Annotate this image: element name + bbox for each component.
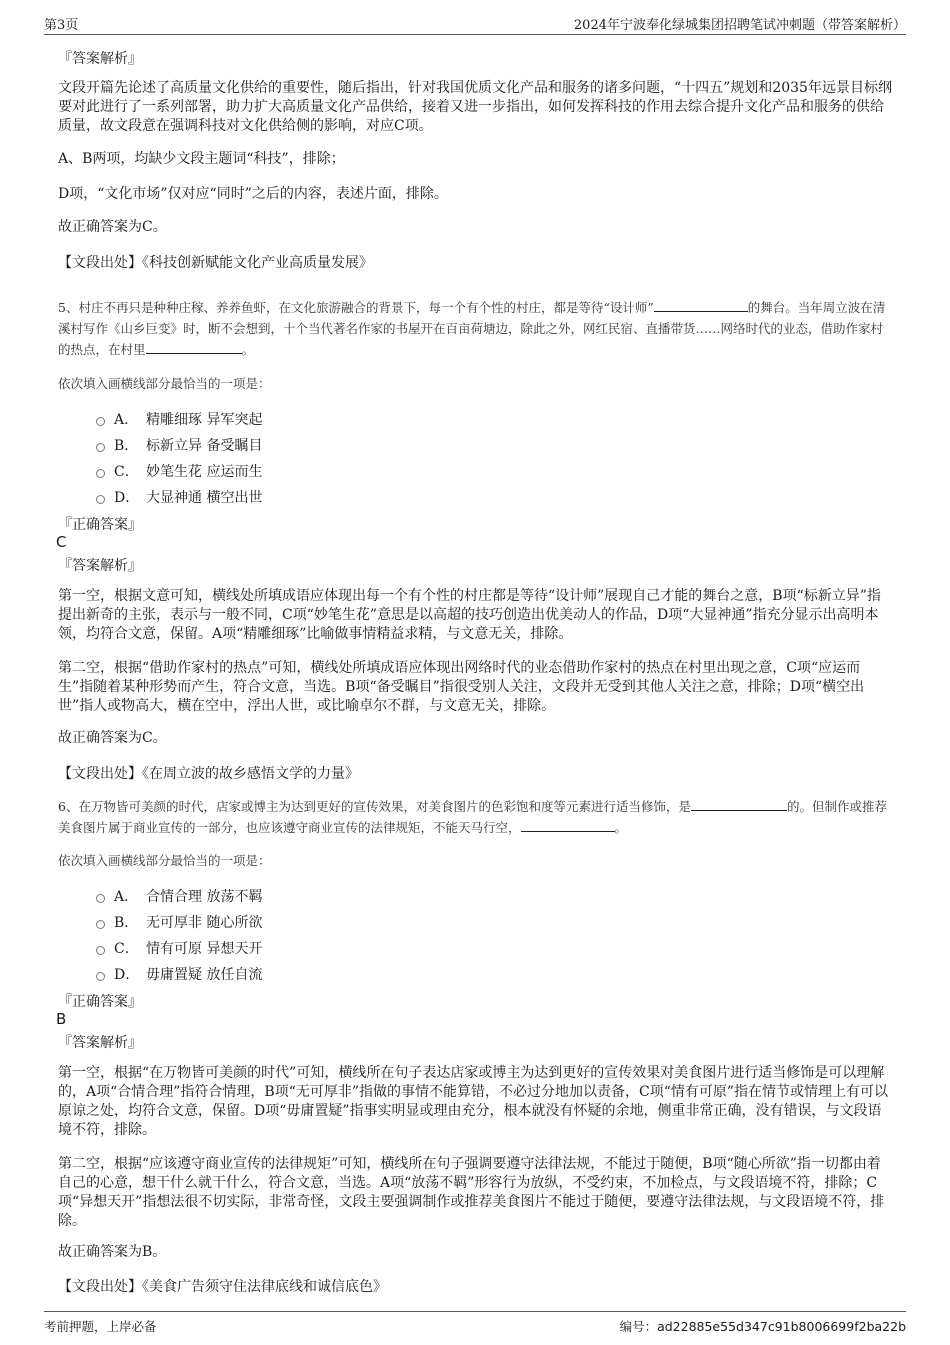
question-6-blank-1 — [691, 798, 787, 811]
radio-icon[interactable] — [96, 417, 105, 426]
question-6-option-c[interactable]: C． 情有可原 异想天开 — [96, 938, 262, 958]
analysis-label: 『答案解析』 — [58, 51, 142, 67]
radio-icon[interactable] — [96, 469, 105, 478]
question-6-option-b[interactable]: B． 无可厚非 随心所欲 — [96, 912, 262, 932]
analysis-text: 文段开篇先论述了高质量文化供给的重要性，随后指出，针对我国优质文化产品和服务的诸多问题，“十四五”规划和2035年远景目标纲要对此进行了一系列部署，助力扩大高质量文化产品供给，接着又进一步指出，如何发挥科技的作用去综合提升文化产品和服务的供给质量，故文段意在强调科技对文化供给侧的影响，对应C项。 — [58, 80, 892, 134]
question-5-blank-1 — [654, 299, 748, 312]
passage-source: 【文段出处】《美食广告须守住法律底线和诚信底色》 — [58, 1279, 387, 1295]
question-5-stem: 5、村庄不再只是种种庄稼、养养鱼虾，在文化旅游融合的背景下，每一个有个性的村庄，都是等待“设计师” 的舞台。当年周立波在清溪村写作《山乡巨变》时，断不会想到，十个当代著名作家的书屋开在百亩荷塘边，除此之外，网红民宿、直播带货……网络时代的业态，借助作家村的热点，在村里 。 — [58, 300, 886, 357]
question-5-option-a[interactable]: A． 精雕细琢 异军突起 — [96, 409, 262, 429]
correct-answer-value: B — [56, 1010, 67, 1028]
passage-source: 【文段出处】《科技创新赋能文化产业高质量发展》 — [58, 255, 373, 271]
document-title: 2024年宁波奉化绿城集团招聘笔试冲刺题（带答案解析） — [573, 18, 906, 33]
correct-answer-value: C — [56, 533, 67, 551]
footer-slogan: 考前押题，上岸必备 — [44, 1319, 157, 1334]
radio-icon[interactable] — [96, 946, 105, 955]
question-6-conclusion: 故正确答案为B。 — [58, 1244, 167, 1260]
question-6-blank-2 — [521, 819, 615, 832]
question-5-conclusion: 故正确答案为C。 — [58, 730, 167, 746]
question-6-hint: 依次填入画横线部分最恰当的一项是： — [58, 853, 271, 868]
page-footer — [44, 1311, 906, 1336]
correct-answer-label: 『正确答案』 — [58, 517, 142, 533]
question-6-analysis-1: 第一空，根据“在万物皆可美颜的时代”可知，横线所在句子表达店家或博主为达到更好的宣传效果对美食图片进行适当修饰是可以理解的，A项“合情合理”指符合情理，B项“无可厚非”指做的事情不能算错，不必过分地加以责备，C项“情有可原”指在情节或情理上有可以原谅之处，均符合文意，保留。D项“毋庸置疑”指事实明显或理由充分，根本就没有怀疑的余地，侧重非常正确，没有错误，与文段语境不符，排除。 — [58, 1065, 889, 1138]
radio-icon[interactable] — [96, 972, 105, 981]
question-5-analysis-2: 第二空，根据“借助作家村的热点”可知，横线处所填成语应体现出网络时代的业态借助作家村的热点在村里出现之意，C项“应运而生”指随着某种形势而产生，符合文意，当选。B项“备受瞩目”指很受别人关注，文段并无受到其他人关注之意，排除；D项“横空出世”指人或物高大，横在空中，浮出人世，或比喻卓尔不群，与文意无关，排除。 — [58, 660, 865, 714]
passage-source: 【文段出处】《在周立波的故乡感悟文学的力量》 — [58, 766, 359, 782]
question-5-option-b[interactable]: B． 标新立异 备受瞩目 — [96, 435, 262, 455]
radio-icon[interactable] — [96, 443, 105, 452]
question-5-analysis-1: 第一空，根据文意可知，横线处所填成语应体现出每一个有个性的村庄都是等待“设计师”展现自己才能的舞台之意，B项“标新立异”指提出新奇的主张，表示与一般不同，C项“妙笔生花”意思是以高超的技巧创造出优美动人的作品，D项“大显神通”指充分显示出高明本领，均符合文意，保留。A项“精雕细琢”比喻做事情精益求精，与文意无关，排除。 — [58, 588, 881, 642]
analysis-label: 『答案解析』 — [58, 558, 142, 574]
question-5-option-c[interactable]: C． 妙笔生花 应运而生 — [96, 461, 262, 481]
analysis-conclusion: 故正确答案为C。 — [58, 219, 167, 235]
page-header — [44, 12, 906, 35]
question-5-hint: 依次填入画横线部分最恰当的一项是： — [58, 376, 271, 391]
analysis-exclusion-d: D项，“文化市场”仅对应“同时”之后的内容，表述片面，排除。 — [58, 186, 448, 202]
radio-icon[interactable] — [96, 894, 105, 903]
question-5-blank-2 — [146, 341, 242, 354]
question-6-stem: 6、在万物皆可美颜的时代，店家或博主为达到更好的宣传效果，对美食图片的色彩饱和度等元素进行适当修饰，是 的。但制作或推荐美食图片属于商业宣传的一部分，也应该遵守商业宣传的法律规矩，不能天马行空， 。 — [58, 799, 887, 835]
page-number: 第3页 — [44, 18, 79, 33]
question-5-option-d[interactable]: D． 大显神通 横空出世 — [96, 487, 262, 507]
question-6-option-d[interactable]: D． 毋庸置疑 放任自流 — [96, 964, 262, 984]
radio-icon[interactable] — [96, 495, 105, 504]
question-6-analysis-2: 第二空，根据“应该遵守商业宣传的法律规矩”可知，横线所在句子强调要遵守法律法规，不能过于随便，B项“随心所欲”指一切都由着自己的心意，想干什么就干什么，符合文意，当选。A项“放荡不羁”形容行为放纵，不受约束，不加检点，与文段语境不符，排除；C项“异想天开”指想法很不切实际，非常奇怪，文段主要强调制作或推荐美食图片不能过于随便，要遵守法律法规，与文段语境不符，排除。 — [58, 1156, 885, 1229]
question-6-option-a[interactable]: A． 合情合理 放荡不羁 — [96, 886, 262, 906]
correct-answer-label: 『正确答案』 — [58, 994, 142, 1010]
analysis-exclusion-ab: A、B两项，均缺少文段主题词“科技”，排除； — [58, 151, 345, 167]
analysis-label: 『答案解析』 — [58, 1035, 142, 1051]
radio-icon[interactable] — [96, 920, 105, 929]
document-code: 编号：ad22885e55d347c91b8006699f2ba22b — [619, 1319, 906, 1334]
